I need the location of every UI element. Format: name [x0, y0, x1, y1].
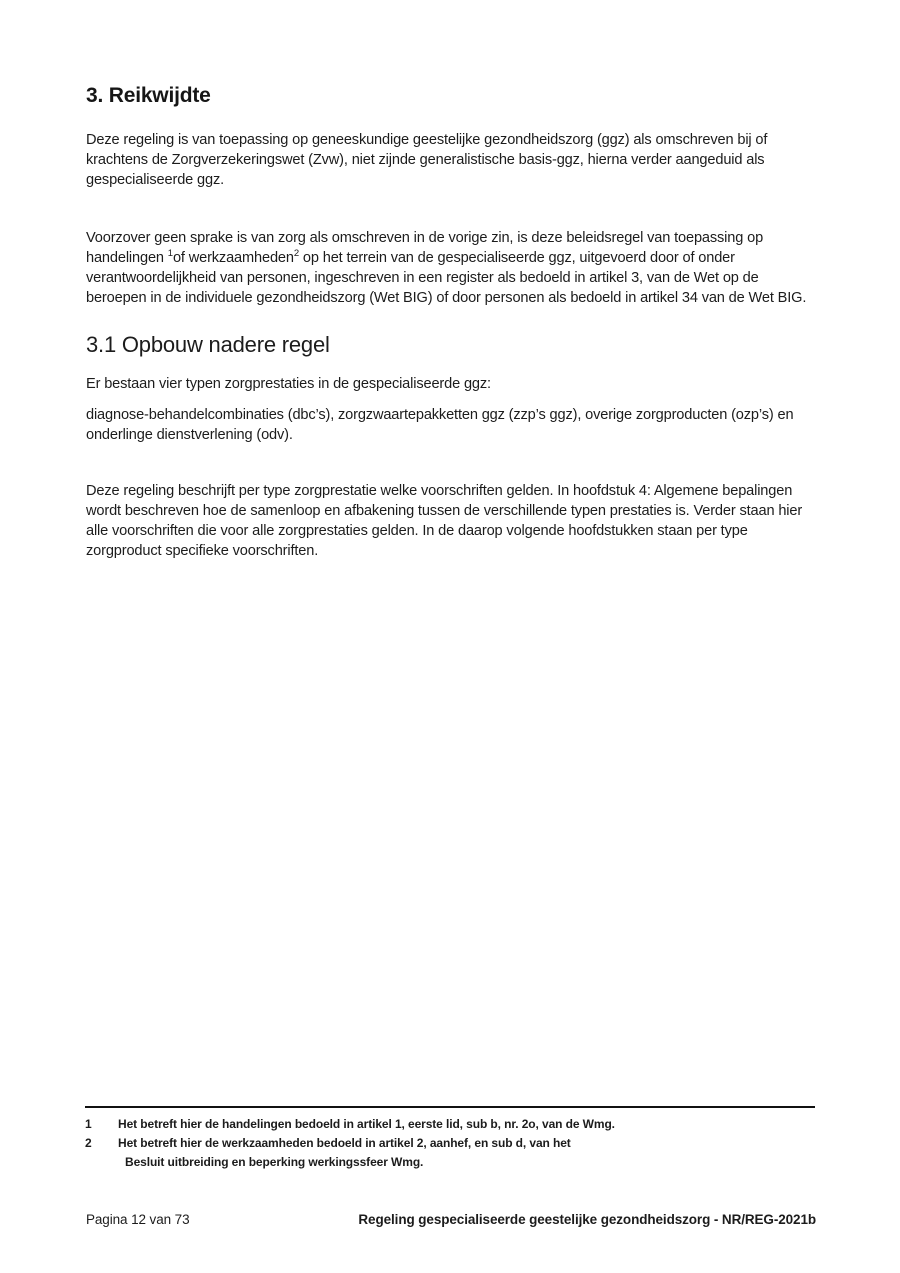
paragraph-voorschriften: Deze regeling beschrijft per type zorgprestatie welke voorschriften gelden. In hoofdstuk 4: Algemene bepalingen wordt beschreven hoe de samenloop en afbakening tussen de verschillende typen prestaties is. Verder staan hier alle voorschriften die voor alle zorgprestaties gelden. In de daarop volgende hoofdstukken staan per type zorgproduct specifieke voorschriften.: [86, 483, 803, 559]
page-footer: [86, 1212, 816, 1227]
footnotes-section: [85, 1106, 815, 1172]
paragraph-handelingen: [86, 228, 816, 308]
footnote-2-line-2: Besluit uitbreiding en beperking werkingssfeer Wmg.: [125, 1155, 424, 1169]
paragraph-handelingen-text-1: Voorzover geen sprake is van zorg als omschreven in de vorige zin, is deze beleidsregel van toepassing op handelingen: [86, 230, 764, 266]
footnote-1-text: Het betreft hier de handelingen bedoeld in artikel 1, eerste lid, sub b, nr. 2o, van de Wmg.: [118, 1117, 615, 1131]
footnote-1-number: 1: [85, 1117, 92, 1131]
paragraph-zorgprestaties-list: diagnose-behandelcombinaties (dbc’s), zorgzwaartepakketten ggz (zzp’s ggz), overige zorgproducten (ozp’s) en onderlinge dienstverlening (odv).: [86, 407, 794, 443]
footer-document-title: Regeling gespecialiseerde geestelijke gezondheidszorg - NR/REG-2021b: [358, 1212, 816, 1227]
paragraph-scope: Deze regeling is van toepassing op geneeskundige geestelijke gezondheidszorg (ggz) als omschreven bij of krachtens de Zorgverzekeringswet (Zvw), niet zijnde generalistische basis-ggz, hierna verder aangeduid als gespecialiseerde ggz.: [86, 132, 768, 188]
footnote-separator-rule: [85, 1106, 815, 1108]
footnote-2-line-1: Het betreft hier de werkzaamheden bedoeld in artikel 2, aanhef, en sub d, van het: [118, 1136, 571, 1150]
footer-page-number: Pagina 12 van 73: [86, 1212, 190, 1227]
footnote-ref-2: 2: [293, 248, 299, 260]
footnote-2: [85, 1134, 815, 1172]
subsection-heading: 3.1 Opbouw nadere regel: [86, 332, 330, 357]
section-heading: 3. Reikwijdte: [86, 84, 211, 107]
document-body: [86, 84, 816, 561]
footnote-2-number: 2: [85, 1136, 92, 1150]
paragraph-handelingen-text-2: of werkzaamheden: [172, 250, 294, 266]
footnote-2-text: [118, 1134, 815, 1172]
footnote-1: [85, 1115, 815, 1134]
paragraph-zorgprestaties-intro: Er bestaan vier typen zorgprestaties in de gespecialiseerde ggz:: [86, 376, 491, 392]
footnote-ref-1: 1: [167, 248, 173, 260]
paragraph-handelingen-text-3: op het terrein van de gespecialiseerde ggz, uitgevoerd door of onder verantwoordelijkheid van personen, ingeschreven in een register als bedoeld in artikel 3, van de Wet op de beroepen in de individuele gezondheidszorg (Wet BIG) of door personen als bedoeld in artikel 34 van de Wet BIG.: [86, 250, 807, 306]
